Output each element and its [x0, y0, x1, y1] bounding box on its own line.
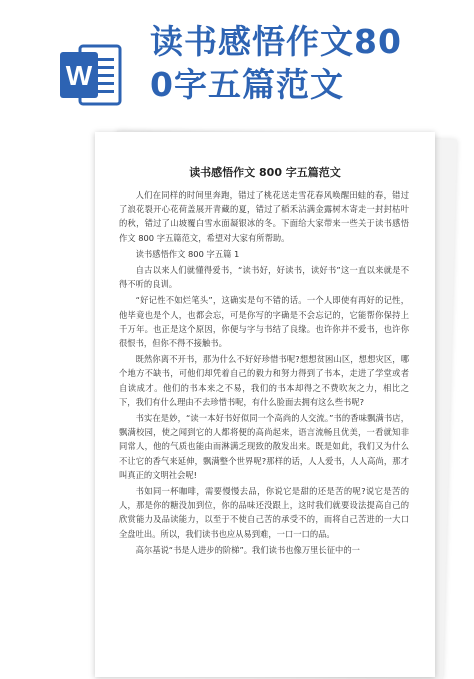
section-heading: 读书感悟作文 800 字五篇 1: [135, 248, 240, 259]
title-line-1: 读书感悟作文80: [150, 22, 402, 61]
paragraph: 既然你离不开书，那为什么不好好珍惜书呢?想想贫困山区，想想灾区，哪个地方不缺书，可他们却凭着自己的毅力和努力得到了书本，走进了学堂或者自读成才。他们的书本来之不易，我们的书本却得之不费吹灰之力，相比之下，我们有什么理由不去珍惜书呢，有什么脸面去拥有这么些书呢?: [119, 354, 409, 407]
paragraph: 高尔基说“书是人进步的阶梯”。我们读书也像万里长征中的一: [135, 544, 360, 555]
paragraph: 人们在同样的时间里奔跑，错过了桃花送走雪花春风唤醒田蛙的春，错过了浪花裂开心花荷盖展开青藏的夏，错过了稻禾沾满金露树木寄走一封封枯叶的秋，错过了山坡覆白雪水面凝银冰的冬。下面给大家带来一些关于读书感悟作文 800 字五篇范文，希望对大家有所帮助。: [119, 190, 409, 243]
title-line-2: 0字五篇范文: [150, 65, 344, 104]
document-page: [95, 132, 435, 677]
paragraph: “好记性不如烂笔头”，这确实是句不错的话。一个人即使有再好的记性，他毕竟也是个人，也都会忘，可是你写的字确是不会忘记的，它能帮你保持上千万年。也正是这个原因，你便与字与书结了良缘。也许你并不爱书，也许你很恨书，但你不得不接触书。: [119, 295, 409, 349]
paragraph: 书如同一杯咖啡，需要慢慢去品，你说它是甜的还是苦的呢?说它是苦的人，那是你的糖没加到位，你的品味还没跟上，这时我们就要设法提高自己的欣赏能力及品读能力，以至于不使自己苦的承受不的，而将自己苦进的一大口全盘吐出。所以，我们读书也应从易到难，一口一口的品。: [119, 486, 409, 539]
word-document-icon: [58, 42, 124, 108]
svg-text:W: W: [65, 60, 93, 91]
header: [0, 0, 474, 120]
paragraph: 自古以来人们就懂得爱书，“读书好，好读书，读好书”这一直以来就是不得不听的良训。: [119, 265, 409, 290]
page-title: [150, 20, 470, 106]
document-title: 读书感悟作文 800 字五篇范文: [189, 166, 341, 179]
paragraph: 书实在是妙，“读一本好书好似同一个高尚的人交流。”书的香味飘满书店，飘满校园，使之闻到它的人都将便的高尚起来，语言流畅且优美，一看就知非同常人，他的气质也能由而淋满乏现致的散发出来。既是如此，我们又为什么不让它的香气来延伸，飘满整个世界呢?那样的话，人人爱书，人人高尚，那才叫真正的文明社会呢!: [119, 413, 409, 480]
document-body: [119, 188, 409, 559]
